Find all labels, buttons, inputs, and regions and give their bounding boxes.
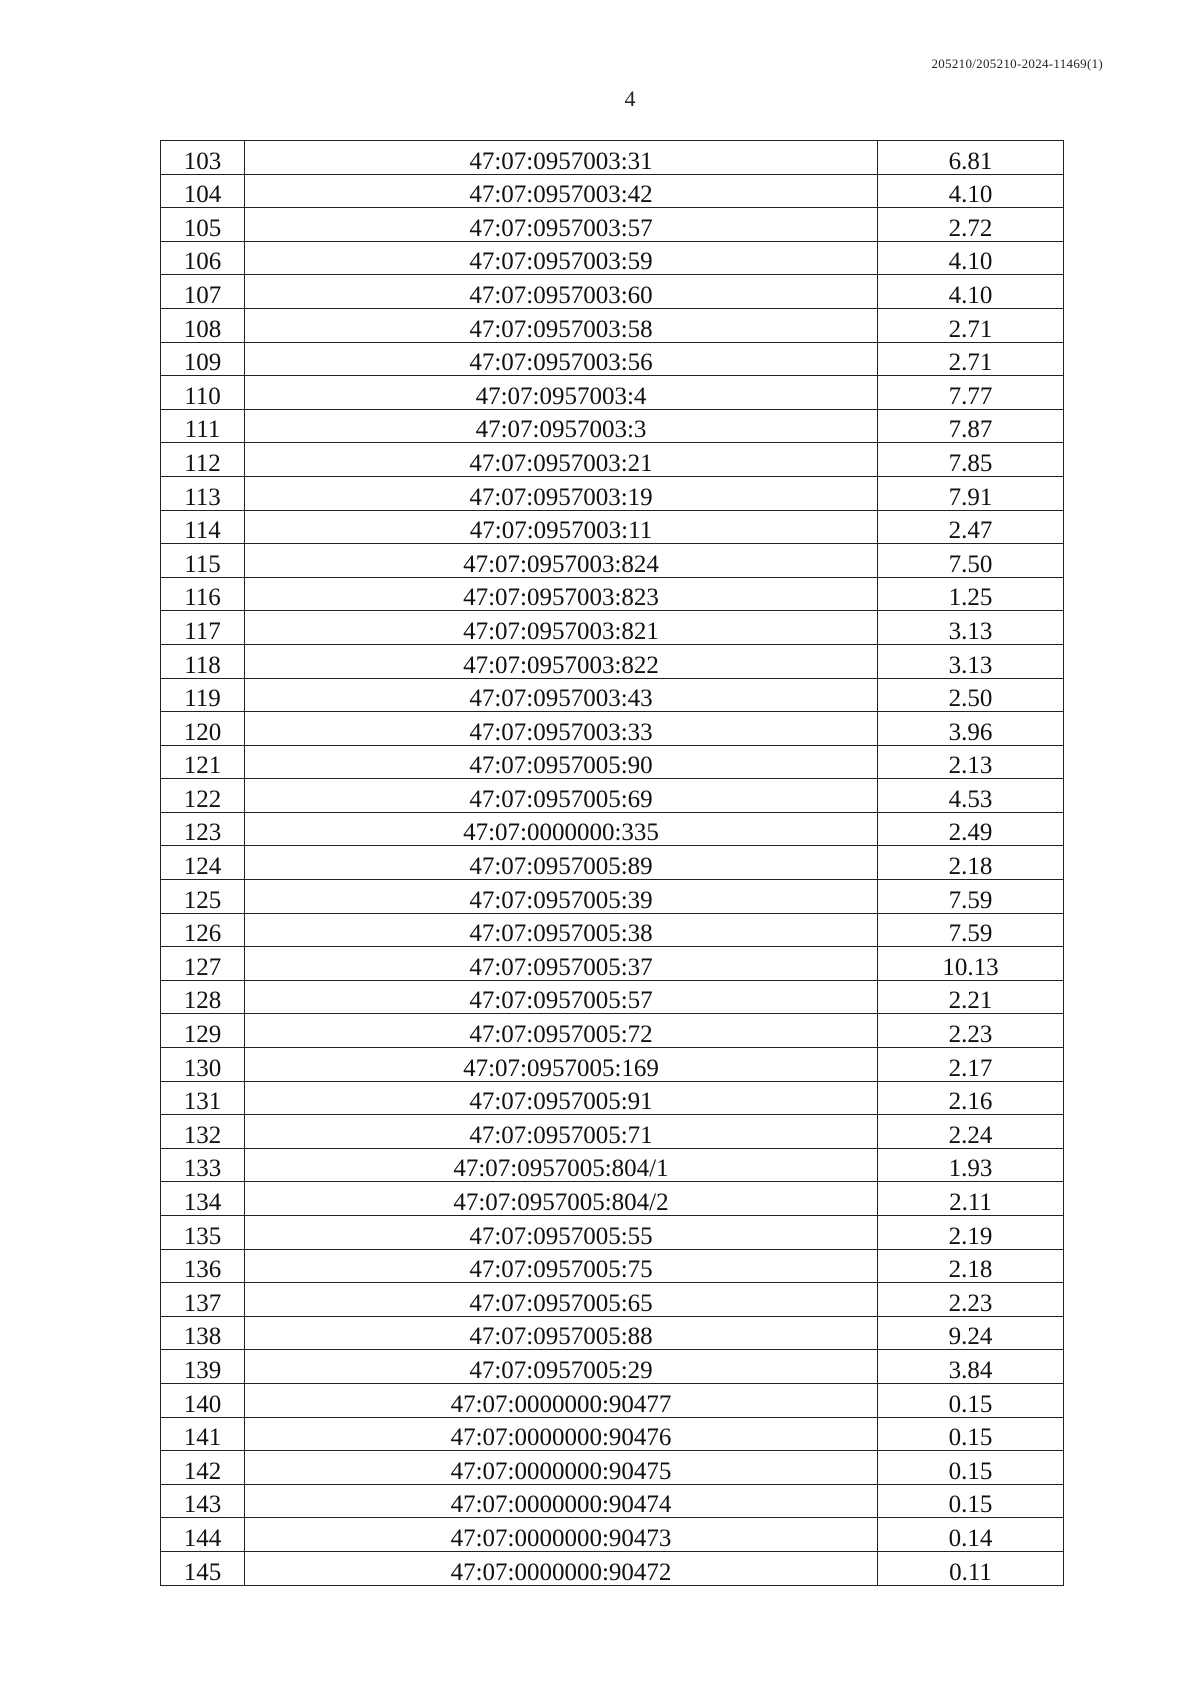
row-number-cell: 109 xyxy=(161,342,245,376)
cadastral-number-cell: 47:07:0957003:56 xyxy=(245,342,878,376)
area-cell: 0.15 xyxy=(878,1451,1064,1485)
page-number: 4 xyxy=(624,86,636,111)
table-row xyxy=(161,779,1064,813)
cadastral-number-cell: 47:07:0957005:72 xyxy=(245,1014,878,1048)
cadastral-number-cell: 47:07:0000000:90475 xyxy=(245,1451,878,1485)
table-row xyxy=(161,275,1064,309)
table-row xyxy=(161,342,1064,376)
row-number-cell: 139 xyxy=(161,1350,245,1384)
row-number-cell: 121 xyxy=(161,745,245,779)
row-number-cell: 127 xyxy=(161,947,245,981)
cadastral-number-cell: 47:07:0957005:804/1 xyxy=(245,1148,878,1182)
cadastral-number-cell: 47:07:0957005:89 xyxy=(245,846,878,880)
area-cell: 1.93 xyxy=(878,1148,1064,1182)
cadastral-number-cell: 47:07:0000000:90472 xyxy=(245,1551,878,1585)
table-row xyxy=(161,141,1064,175)
cadastral-number-cell: 47:07:0957003:19 xyxy=(245,476,878,510)
area-cell: 4.53 xyxy=(878,779,1064,813)
row-number-cell: 143 xyxy=(161,1484,245,1518)
cadastral-number-cell: 47:07:0957003:60 xyxy=(245,275,878,309)
cadastral-number-cell: 47:07:0957005:71 xyxy=(245,1115,878,1149)
table-row xyxy=(161,846,1064,880)
area-cell: 0.11 xyxy=(878,1551,1064,1585)
cadastral-number-cell: 47:07:0957005:39 xyxy=(245,880,878,914)
area-cell: 3.13 xyxy=(878,611,1064,645)
cadastral-number-cell: 47:07:0957005:169 xyxy=(245,1048,878,1082)
row-number-cell: 115 xyxy=(161,544,245,578)
cadastral-table xyxy=(160,140,1064,1586)
row-number-cell: 105 xyxy=(161,208,245,242)
area-cell: 1.25 xyxy=(878,577,1064,611)
row-number-cell: 110 xyxy=(161,376,245,410)
cadastral-number-cell: 47:07:0957005:75 xyxy=(245,1249,878,1283)
table-row xyxy=(161,1115,1064,1149)
table-row xyxy=(161,241,1064,275)
area-cell: 7.91 xyxy=(878,476,1064,510)
row-number-cell: 129 xyxy=(161,1014,245,1048)
area-cell: 4.10 xyxy=(878,241,1064,275)
row-number-cell: 125 xyxy=(161,880,245,914)
table-row xyxy=(161,1316,1064,1350)
table-row xyxy=(161,678,1064,712)
row-number-cell: 126 xyxy=(161,913,245,947)
row-number-cell: 119 xyxy=(161,678,245,712)
cadastral-number-cell: 47:07:0957003:823 xyxy=(245,577,878,611)
area-cell: 7.87 xyxy=(878,409,1064,443)
table-row xyxy=(161,409,1064,443)
area-cell: 2.13 xyxy=(878,745,1064,779)
row-number-cell: 137 xyxy=(161,1283,245,1317)
area-cell: 2.18 xyxy=(878,846,1064,880)
cadastral-number-cell: 47:07:0957005:65 xyxy=(245,1283,878,1317)
cadastral-number-cell: 47:07:0957005:90 xyxy=(245,745,878,779)
table-row xyxy=(161,644,1064,678)
area-cell: 4.10 xyxy=(878,174,1064,208)
area-cell: 0.14 xyxy=(878,1518,1064,1552)
table-row xyxy=(161,1249,1064,1283)
row-number-cell: 134 xyxy=(161,1182,245,1216)
area-cell: 2.19 xyxy=(878,1216,1064,1250)
cadastral-number-cell: 47:07:0957003:11 xyxy=(245,510,878,544)
table-row xyxy=(161,1148,1064,1182)
table-row xyxy=(161,577,1064,611)
cadastral-number-cell: 47:07:0957005:69 xyxy=(245,779,878,813)
table-row xyxy=(161,913,1064,947)
cadastral-number-cell: 47:07:0957003:821 xyxy=(245,611,878,645)
cadastral-number-cell: 47:07:0000000:335 xyxy=(245,812,878,846)
table-row xyxy=(161,476,1064,510)
table-row xyxy=(161,611,1064,645)
row-number-cell: 108 xyxy=(161,308,245,342)
row-number-cell: 138 xyxy=(161,1316,245,1350)
row-number-cell: 141 xyxy=(161,1417,245,1451)
cadastral-number-cell: 47:07:0957005:804/2 xyxy=(245,1182,878,1216)
row-number-cell: 106 xyxy=(161,241,245,275)
area-cell: 2.71 xyxy=(878,308,1064,342)
row-number-cell: 107 xyxy=(161,275,245,309)
table-row xyxy=(161,812,1064,846)
table-row xyxy=(161,443,1064,477)
area-cell: 7.50 xyxy=(878,544,1064,578)
table-row xyxy=(161,208,1064,242)
area-cell: 2.21 xyxy=(878,980,1064,1014)
table-row xyxy=(161,880,1064,914)
table-row xyxy=(161,174,1064,208)
cadastral-number-cell: 47:07:0957005:55 xyxy=(245,1216,878,1250)
area-cell: 2.18 xyxy=(878,1249,1064,1283)
row-number-cell: 117 xyxy=(161,611,245,645)
cadastral-table-body xyxy=(161,141,1064,1586)
area-cell: 3.96 xyxy=(878,712,1064,746)
cadastral-number-cell: 47:07:0957005:57 xyxy=(245,980,878,1014)
area-cell: 7.59 xyxy=(878,880,1064,914)
row-number-cell: 122 xyxy=(161,779,245,813)
area-cell: 4.10 xyxy=(878,275,1064,309)
row-number-cell: 135 xyxy=(161,1216,245,1250)
area-cell: 2.11 xyxy=(878,1182,1064,1216)
table-row xyxy=(161,1081,1064,1115)
cadastral-number-cell: 47:07:0957003:42 xyxy=(245,174,878,208)
area-cell: 10.13 xyxy=(878,947,1064,981)
area-cell: 2.17 xyxy=(878,1048,1064,1082)
area-cell: 3.84 xyxy=(878,1350,1064,1384)
row-number-cell: 130 xyxy=(161,1048,245,1082)
cadastral-number-cell: 47:07:0957003:824 xyxy=(245,544,878,578)
table-row xyxy=(161,745,1064,779)
table-row xyxy=(161,510,1064,544)
table-row xyxy=(161,712,1064,746)
row-number-cell: 111 xyxy=(161,409,245,443)
cadastral-number-cell: 47:07:0000000:90473 xyxy=(245,1518,878,1552)
area-cell: 2.24 xyxy=(878,1115,1064,1149)
row-number-cell: 124 xyxy=(161,846,245,880)
area-cell: 6.81 xyxy=(878,141,1064,175)
table-row xyxy=(161,1451,1064,1485)
row-number-cell: 142 xyxy=(161,1451,245,1485)
area-cell: 3.13 xyxy=(878,644,1064,678)
cadastral-number-cell: 47:07:0957003:59 xyxy=(245,241,878,275)
area-cell: 0.15 xyxy=(878,1383,1064,1417)
row-number-cell: 131 xyxy=(161,1081,245,1115)
row-number-cell: 113 xyxy=(161,476,245,510)
table-row xyxy=(161,1383,1064,1417)
cadastral-number-cell: 47:07:0957003:33 xyxy=(245,712,878,746)
cadastral-number-cell: 47:07:0957005:37 xyxy=(245,947,878,981)
table-row xyxy=(161,1551,1064,1585)
area-cell: 2.23 xyxy=(878,1014,1064,1048)
row-number-cell: 112 xyxy=(161,443,245,477)
row-number-cell: 123 xyxy=(161,812,245,846)
row-number-cell: 133 xyxy=(161,1148,245,1182)
area-cell: 2.47 xyxy=(878,510,1064,544)
cadastral-number-cell: 47:07:0957003:4 xyxy=(245,376,878,410)
cadastral-number-cell: 47:07:0957003:822 xyxy=(245,644,878,678)
row-number-cell: 116 xyxy=(161,577,245,611)
area-cell: 7.59 xyxy=(878,913,1064,947)
cadastral-number-cell: 47:07:0957003:43 xyxy=(245,678,878,712)
table-row xyxy=(161,308,1064,342)
cadastral-number-cell: 47:07:0957005:29 xyxy=(245,1350,878,1384)
cadastral-number-cell: 47:07:0000000:90476 xyxy=(245,1417,878,1451)
table-row xyxy=(161,1283,1064,1317)
row-number-cell: 114 xyxy=(161,510,245,544)
area-cell: 7.77 xyxy=(878,376,1064,410)
cadastral-number-cell: 47:07:0957003:58 xyxy=(245,308,878,342)
area-cell: 2.49 xyxy=(878,812,1064,846)
row-number-cell: 120 xyxy=(161,712,245,746)
area-cell: 2.72 xyxy=(878,208,1064,242)
row-number-cell: 145 xyxy=(161,1551,245,1585)
table-row xyxy=(161,1518,1064,1552)
table-row xyxy=(161,1048,1064,1082)
cadastral-number-cell: 47:07:0957003:31 xyxy=(245,141,878,175)
row-number-cell: 104 xyxy=(161,174,245,208)
document-reference: 205210/205210-2024-11469(1) xyxy=(931,56,1103,71)
table-row xyxy=(161,1014,1064,1048)
area-cell: 2.16 xyxy=(878,1081,1064,1115)
cadastral-number-cell: 47:07:0957003:57 xyxy=(245,208,878,242)
area-cell: 0.15 xyxy=(878,1484,1064,1518)
row-number-cell: 136 xyxy=(161,1249,245,1283)
table-row xyxy=(161,544,1064,578)
area-cell: 2.50 xyxy=(878,678,1064,712)
cadastral-number-cell: 47:07:0957003:3 xyxy=(245,409,878,443)
table-row xyxy=(161,1216,1064,1250)
row-number-cell: 140 xyxy=(161,1383,245,1417)
cadastral-number-cell: 47:07:0957003:21 xyxy=(245,443,878,477)
table-row xyxy=(161,980,1064,1014)
row-number-cell: 132 xyxy=(161,1115,245,1149)
area-cell: 2.23 xyxy=(878,1283,1064,1317)
cadastral-number-cell: 47:07:0000000:90474 xyxy=(245,1484,878,1518)
table-row xyxy=(161,1350,1064,1384)
area-cell: 7.85 xyxy=(878,443,1064,477)
table-row xyxy=(161,1417,1064,1451)
cadastral-number-cell: 47:07:0957005:88 xyxy=(245,1316,878,1350)
area-cell: 9.24 xyxy=(878,1316,1064,1350)
table-row xyxy=(161,947,1064,981)
cadastral-number-cell: 47:07:0957005:38 xyxy=(245,913,878,947)
row-number-cell: 144 xyxy=(161,1518,245,1552)
row-number-cell: 118 xyxy=(161,644,245,678)
cadastral-number-cell: 47:07:0000000:90477 xyxy=(245,1383,878,1417)
table-row xyxy=(161,376,1064,410)
table-row xyxy=(161,1484,1064,1518)
row-number-cell: 103 xyxy=(161,141,245,175)
row-number-cell: 128 xyxy=(161,980,245,1014)
cadastral-number-cell: 47:07:0957005:91 xyxy=(245,1081,878,1115)
table-row xyxy=(161,1182,1064,1216)
area-cell: 2.71 xyxy=(878,342,1064,376)
area-cell: 0.15 xyxy=(878,1417,1064,1451)
